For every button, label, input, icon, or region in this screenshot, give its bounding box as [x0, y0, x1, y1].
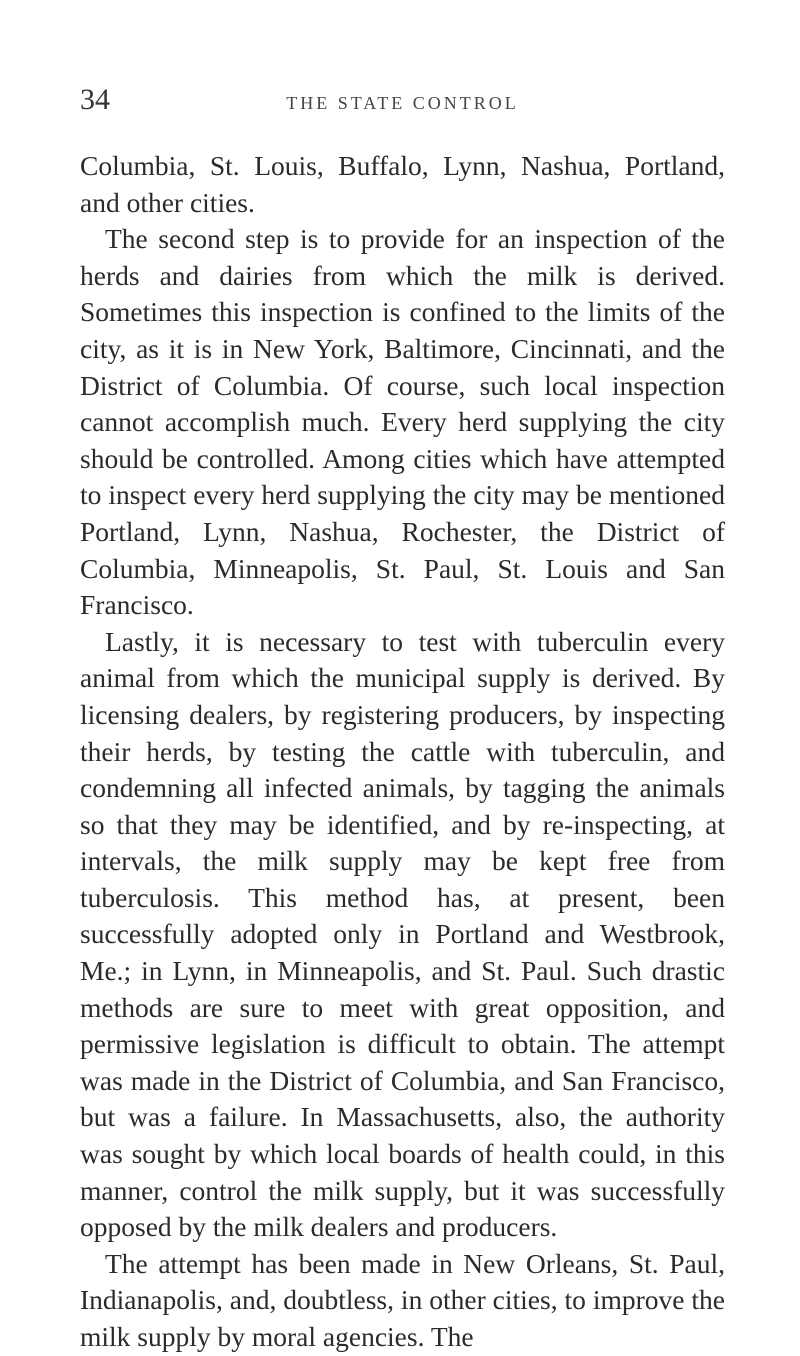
paragraph-continued: Columbia, St. Louis, Buffalo, Lynn, Nashua, Portland, and other cities. [80, 150, 725, 218]
running-head [80, 85, 725, 125]
page-number: 34 [80, 83, 110, 116]
body-text [80, 148, 725, 1356]
paragraph-tuberculin-testing: Lastly, it is necessary to test with tuberculin every animal from which the municipal supply is derived. By licensing dealers, by registering producers, by inspecting their herds, by testing the cattle with tuberculin, and condemning all infected animals, by tagging the animals so that they may be identified, and by re-inspecting, at intervals, the milk supply may be kept free from tuberculosis. This method has, at present, been successfully adopted only in Portland and Westbrook, Me.; in Lynn, in Minneapolis, and St. Paul. Such drastic methods are sure to meet with great opposition, and permissive legislation is difficult to obtain. The attempt was made in the District of Columbia, and San Francisco, but was a failure. In Massachusetts, also, the authority was sought by which local boards of health could, in this manner, control the milk supply, but it was successfully opposed by the milk dealers and producers. [80, 625, 725, 1243]
paragraph-moral-agencies: The attempt has been made in New Orleans, St. Paul, Indianapolis, and, doubtless, in other cities, to improve the milk supply by moral agencies. The [80, 1247, 725, 1352]
paragraph-herd-inspection: The second step is to provide for an inspection of the herds and dairies from which the milk is derived. Sometimes this inspection is confined to the limits of the city, as it is in New York, Baltimore, Cincinnati, and the District of Columbia. Of course, such local inspection cannot accomplish much. Every herd supplying the city should be controlled. Among cities which have attempted to inspect every herd supplying the city may be mentioned Portland, Lynn, Nashua, Rochester, the District of Columbia, Minneapolis, St. Paul, St. Louis and San Francisco. [80, 223, 725, 621]
running-title: THE STATE CONTROL [286, 93, 519, 113]
